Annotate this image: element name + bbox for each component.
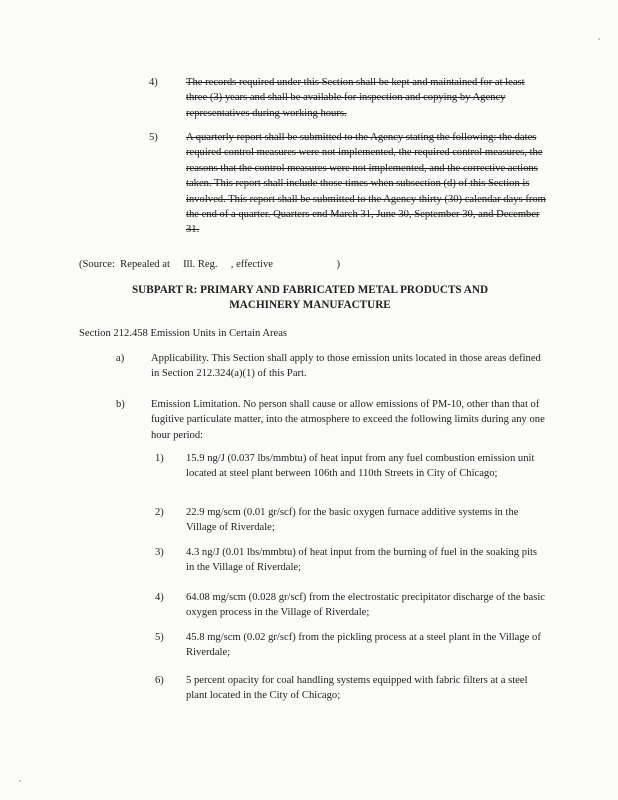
limit-3-text: 4.3 ng/J (0.01 lbs/mmbtu) of heat input from the burning of fuel in the soaking pits in the Village of Riverdale; <box>186 547 538 574</box>
struck-item-5-text: A quarterly report shall be submitted to the Agency stating the following: the dates required control measures were not implemented, the required control measures, the reasons that the control measures were not implemented, and the corrective actions taken. This report shall include those times when subsection (d) of this Section is involved. This report shall be submitted to the Agency thirty (30) calendar days from the end of a quarter. Quarters end March 31, June 30, September 30, and December 31. <box>186 132 546 236</box>
limit-4-text: 64.08 mg/scm (0.028 gr/scf) from the electrostatic precipitator discharge of the basic oxygen process in the Village of Riverdale; <box>186 592 545 619</box>
limit-1-text: 15.9 ng/J (0.037 lbs/mmbtu) of heat input from any fuel combustion emission unit located at steel plant between 106th and 110th Streets in City of Chicago; <box>186 453 535 480</box>
limit-2-text: 22.9 mg/scm (0.01 gr/scf) for the basic oxygen furnace additive systems in the Village of Riverdale; <box>186 507 519 534</box>
subsection-b-text: Emission Limitation. No person shall cause or allow emissions of PM-10, other than that of fugitive particulate matter, into the atmosphere to exceed the following limits during any one hour period: <box>151 399 545 441</box>
limit-6-text: 5 percent opacity for coal handling systems equipped with fabric filters at a steel plant located in the City of Chicago; <box>186 675 528 702</box>
scan-speck <box>19 780 21 782</box>
limit-3-number: 3) <box>155 547 164 558</box>
struck-item-5-number: 5) <box>149 132 158 143</box>
limit-2-number: 2) <box>155 507 164 518</box>
subsection-a-label: a) <box>116 353 125 364</box>
limit-5-text: 45.8 mg/scm (0.02 gr/scf) from the pickling process at a steel plant in the Village of Riverdale; <box>186 632 541 659</box>
limit-5-number: 5) <box>155 632 164 643</box>
limit-1-number: 1) <box>155 453 164 464</box>
subsection-b-label: b) <box>116 399 125 410</box>
source-note: (Source: Repealed at Ill. Reg. , effective ) <box>79 259 341 270</box>
limit-4-number: 4) <box>155 592 164 603</box>
struck-item-4-text: The records required under this Section shall be kept and maintained for at least three (3) years and shall be available for inspection and copying by Agency representatives during working hours. <box>186 77 525 119</box>
limit-6-number: 6) <box>155 675 164 686</box>
scan-speck <box>598 38 600 40</box>
subpart-heading-line-1: SUBPART R: PRIMARY AND FABRICATED METAL PRODUCTS AND <box>131 284 489 296</box>
struck-item-4-number: 4) <box>149 77 158 88</box>
section-title: Section 212.458 Emission Units in Certain Areas <box>79 328 288 339</box>
subpart-heading-line-2: MACHINERY MANUFACTURE <box>229 299 391 311</box>
subpart-heading <box>80 283 540 313</box>
subsection-a-text: Applicability. This Section shall apply to those emission units located in those areas defined in Section 212.324(a)(1) of this Part. <box>151 353 541 380</box>
